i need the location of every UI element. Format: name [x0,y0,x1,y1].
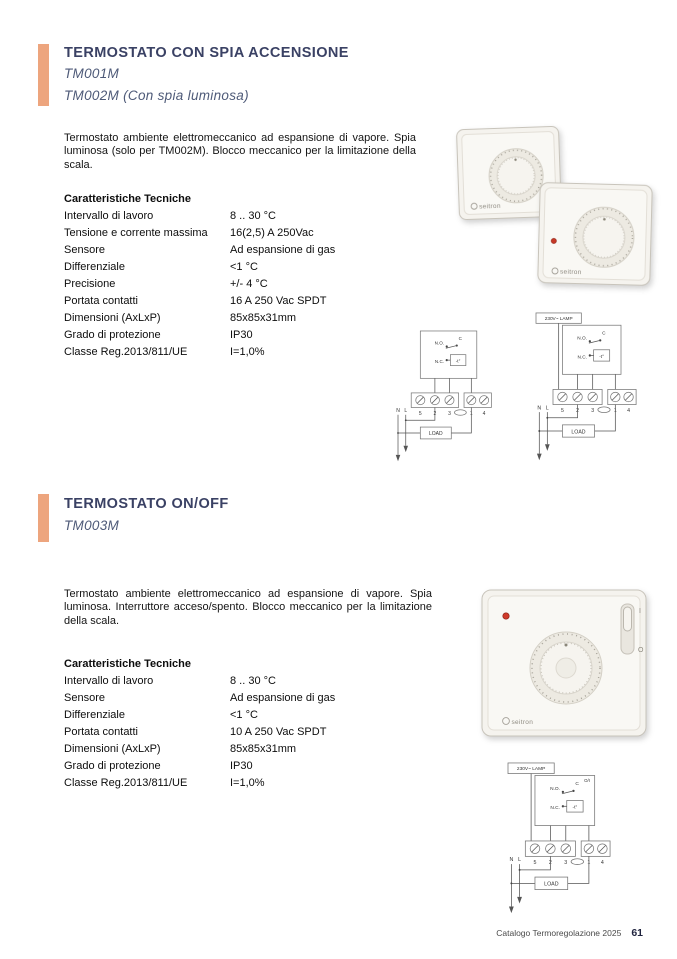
diagram-label-no: N.O. [577,336,587,342]
terminal-number: 2 [548,860,552,867]
spec-value: IP30 [230,759,253,772]
diagram-label-load: LOAD [544,881,559,888]
section2-description: Termostato ambiente elettromeccanico ad espansione di vapore. Spia luminosa. Interruttore acceso/spento. Blocco meccanico per la limitazione della scala. [64,588,432,627]
spec-row [64,741,424,758]
spec-label: Differenziale [64,261,125,274]
product-photo-tm003m [480,588,648,738]
spec-row [64,309,424,326]
diagram-label-sensor: -t° [599,354,605,360]
terminal-number: 4 [627,408,631,415]
lamp-symbol [536,313,581,390]
sensor-symbol [563,801,583,813]
diagram-label-n: N [537,405,542,412]
spec-label: Classe Reg.2013/811/UE [64,345,188,358]
spec-row [64,242,424,259]
spec-label: Sensore [64,244,105,257]
wiring-diagram-tm002m-svg [534,312,640,465]
spec-label: Classe Reg.2013/811/UE [64,776,188,789]
sensor-symbol [590,350,610,361]
spec-row [64,774,424,791]
section1-accent-bar [38,44,49,106]
section1-title: TERMOSTATO CON SPIA ACCENSIONE [64,45,349,61]
spec-value: <1 °C [230,261,258,274]
section2-model-tm003m: TM003M [64,518,120,533]
section1-model-tm001m: TM001M [64,66,120,81]
spec-value: 16 A 250 Vac SPDT [230,294,327,307]
spec-row [64,208,424,225]
spec-value: 16(2,5) A 250Vac [230,227,314,240]
diagram-label-sensor: -t° [572,805,578,811]
wiring-diagram-tm003m [506,762,614,923]
terminal-number: 4 [600,860,604,867]
spec-row [64,343,424,360]
diagram-label-load: LOAD [428,431,443,438]
brand-logo-text: seitron [559,268,582,277]
spec-row [64,690,424,707]
spec-row [64,326,424,343]
spec-row [64,259,424,276]
wiring-diagram-tm001m [393,318,495,471]
diagram-label-lamp: 230V~ LAMP [544,317,573,323]
brand-logo-text: seitron [479,202,501,211]
spec-value: <1 °C [230,709,258,722]
section2-title: TERMOSTATO ON/OFF [64,496,229,512]
section1-specs-table [64,208,424,360]
spec-value: 10 A 250 Vac SPDT [230,726,327,739]
thermostat-dial [530,632,602,704]
diagram-label-lamp: 230V~ LAMP [516,767,546,773]
section2-specs-title: Caratteristiche Tecniche [64,658,191,670]
terminal-number: 1 [613,408,617,415]
spec-value: I=1,0% [230,776,265,789]
spec-label: Portata contatti [64,726,138,739]
terminal-blocks [411,378,491,416]
terminal-number: 3 [564,860,568,867]
spec-value: +/- 4 °C [230,278,268,290]
terminal-number: 5 [560,408,564,415]
spec-label: Grado di protezione [64,759,161,772]
load-symbol [535,877,568,890]
page-number: 61 [631,927,643,939]
relay-contacts [535,775,595,825]
spec-row [64,225,424,242]
terminal-number: 4 [482,410,486,417]
spec-label: Sensore [64,692,105,705]
relay-contacts [562,325,621,374]
spec-label: Intervallo di lavoro [64,675,154,688]
spec-label: Dimensioni (AxLxP) [64,743,161,755]
switch-label-off: O [638,647,644,654]
diagram-label-c: C [575,782,579,788]
spec-value: 8 .. 30 °C [230,675,276,688]
diagram-label-load: LOAD [571,429,586,436]
terminal-number: 3 [591,408,595,415]
spec-row [64,724,424,741]
terminal-number: 3 [448,410,451,417]
spec-label: Dimensioni (AxLxP) [64,311,161,324]
brand-logo-text: seitron [511,718,534,726]
spec-value: Ad espansione di gas [230,244,336,257]
spec-value: 85x85x31mm [230,743,297,755]
terminal-number: 5 [533,860,537,867]
wiring-diagram-tm001m-svg [393,318,495,466]
diagram-label-sensor: -t° [455,358,461,364]
spec-label: Portata contatti [64,294,138,307]
terminal-number: 2 [433,410,437,417]
sensor-symbol [447,355,466,366]
diagram-label-c: C [602,331,606,337]
diagram-label-no: N.O. [550,786,560,792]
terminal-blocks [525,826,610,867]
diagram-label-c: C [458,336,462,342]
terminal-number: 5 [418,410,422,417]
section1-specs-title: Caratteristiche Tecniche [64,193,191,205]
spec-row [64,276,424,293]
spec-value: 8 .. 30 °C [230,210,276,223]
diagram-label-n: N [509,857,514,864]
thermostat-tm002m-image [536,180,655,287]
spec-label: Tensione e corrente massima [64,227,208,240]
switch-label-on: I [639,608,641,615]
diagram-label-no: N.O. [434,340,444,346]
section1-description: Termostato ambiente elettromeccanico ad espansione di vapore. Spia luminosa (solo per TM002M). Blocco meccanico per la limitazione della scala. [64,132,416,171]
diagram-label-nc: N.C. [434,358,444,364]
spec-label: Differenziale [64,709,125,722]
wiring-diagram-tm003m-svg [506,762,614,918]
spec-label: Precisione [64,278,116,290]
spec-row [64,673,424,690]
wiring-diagram-tm002m [534,312,640,470]
spec-value: IP30 [230,328,253,341]
spec-row [64,292,424,309]
diagram-label-l: L [545,405,549,412]
spec-label: Grado di protezione [64,328,161,341]
spec-row [64,707,424,724]
page-footer [496,927,643,939]
diagram-label-l: L [518,857,522,864]
spec-label: Intervallo di lavoro [64,210,154,223]
terminal-blocks [553,374,636,414]
terminal-number: 1 [587,860,591,867]
product-photo-tm002m [536,180,655,287]
diagram-label-nc: N.C. [550,806,560,812]
pilot-light-led [551,238,556,243]
terminal-number: 1 [469,410,473,417]
thermostat-dial [573,206,635,268]
lamp-symbol [508,763,554,841]
thermostat-tm003m-image [480,588,648,738]
terminal-number: 2 [576,408,580,415]
diagram-label-switch: O/I [584,778,590,784]
section2-specs-table [64,673,424,791]
spec-value: Ad espansione di gas [230,692,336,705]
diagram-label-nc: N.C. [577,355,587,361]
section2-accent-bar [38,494,49,542]
spec-value: 85x85x31mm [230,311,297,324]
section1-model-tm002m: TM002M (Con spia luminosa) [64,88,249,103]
pilot-light-led [503,613,509,619]
diagram-label-l: L [404,408,408,415]
diagram-label-n: N [396,408,400,415]
relay-contacts [420,331,476,378]
spec-value: I=1,0% [230,345,265,358]
load-symbol [562,425,594,437]
load-symbol [420,427,451,439]
spec-row [64,757,424,774]
footer-catalog-title: Catalogo Termoregolazione 2025 [496,928,622,938]
